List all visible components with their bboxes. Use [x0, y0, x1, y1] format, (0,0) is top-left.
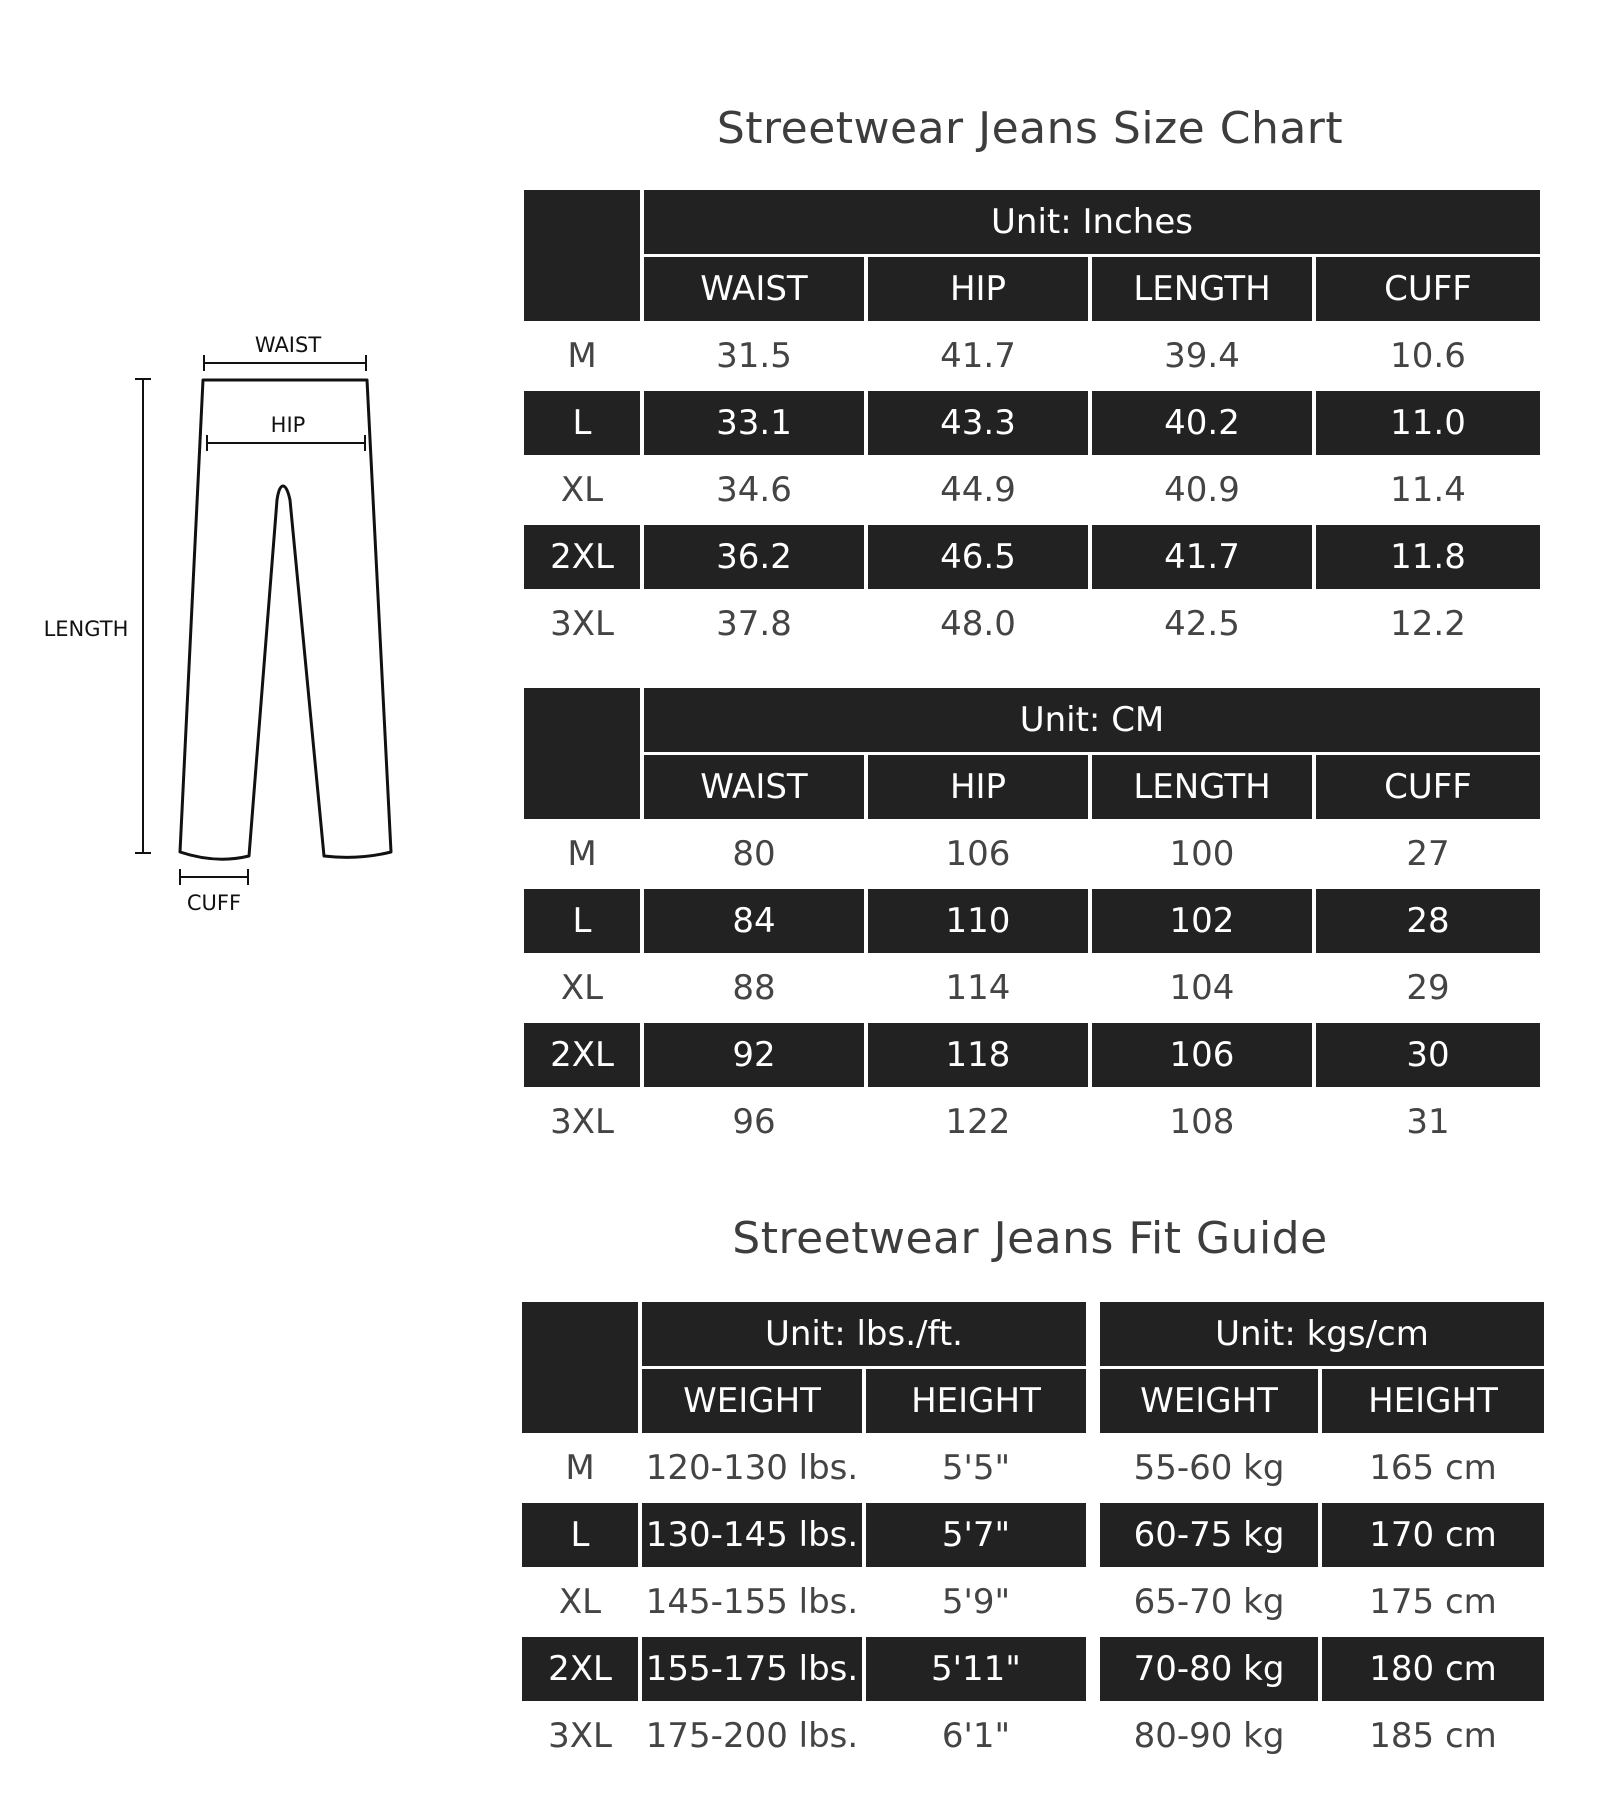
size-label: 3XL — [522, 1704, 638, 1768]
size-value-cell: 40.2 — [1092, 391, 1312, 455]
pants-diagram — [0, 0, 450, 950]
size-value-cell: 36.2 — [644, 525, 864, 589]
pants-outline — [180, 380, 391, 859]
size-label: 3XL — [524, 592, 640, 656]
size-value-cell: 114 — [868, 956, 1088, 1020]
fit-value-cell: 130-145 lbs. — [642, 1503, 862, 1567]
fit-guide-title: Streetwear Jeans Fit Guide — [732, 1213, 1328, 1264]
size-value-cell: 31 — [1316, 1090, 1540, 1154]
fit-value-cell: 65-70 kg — [1100, 1570, 1318, 1634]
column-header: HEIGHT — [866, 1369, 1086, 1433]
size-label: 2XL — [524, 525, 640, 589]
fit-value-cell: 180 cm — [1322, 1637, 1544, 1701]
size-value-cell: 12.2 — [1316, 592, 1540, 656]
size-value-cell: 84 — [644, 889, 864, 953]
size-label: XL — [522, 1570, 638, 1634]
size-value-cell: 48.0 — [868, 592, 1088, 656]
unit-header: Unit: Inches — [644, 190, 1540, 254]
length-label: LENGTH — [43, 617, 129, 641]
fit-value-cell: 55-60 kg — [1100, 1436, 1318, 1500]
size-value-cell: 118 — [868, 1023, 1088, 1087]
column-header: HIP — [868, 257, 1088, 321]
length-measure-line — [135, 379, 151, 853]
unit-header: Unit: CM — [644, 688, 1540, 752]
size-value-cell: 11.4 — [1316, 458, 1540, 522]
size-value-cell: 106 — [868, 822, 1088, 886]
size-value-cell: 41.7 — [1092, 525, 1312, 589]
fit-value-cell: 6'1" — [866, 1704, 1086, 1768]
size-label: L — [524, 889, 640, 953]
size-value-cell: 96 — [644, 1090, 864, 1154]
column-header: CUFF — [1316, 755, 1540, 819]
size-label: XL — [524, 458, 640, 522]
size-label: M — [522, 1436, 638, 1500]
size-label: L — [524, 391, 640, 455]
size-value-cell: 108 — [1092, 1090, 1312, 1154]
size-value-cell: 33.1 — [644, 391, 864, 455]
size-label: 3XL — [524, 1090, 640, 1154]
column-header: WAIST — [644, 257, 864, 321]
size-chart-title: Streetwear Jeans Size Chart — [716, 103, 1344, 154]
hip-measure-line — [207, 435, 365, 451]
size-value-cell: 44.9 — [868, 458, 1088, 522]
size-value-cell: 88 — [644, 956, 864, 1020]
fit-value-cell: 145-155 lbs. — [642, 1570, 862, 1634]
table-corner-cell — [524, 190, 640, 321]
table-corner-cell — [522, 1302, 638, 1433]
size-value-cell: 106 — [1092, 1023, 1312, 1087]
size-label: XL — [524, 956, 640, 1020]
size-value-cell: 31.5 — [644, 324, 864, 388]
size-value-cell: 28 — [1316, 889, 1540, 953]
column-header: WAIST — [644, 755, 864, 819]
size-value-cell: 110 — [868, 889, 1088, 953]
size-value-cell: 102 — [1092, 889, 1312, 953]
size-value-cell: 80 — [644, 822, 864, 886]
size-value-cell: 41.7 — [868, 324, 1088, 388]
fit-value-cell: 170 cm — [1322, 1503, 1544, 1567]
column-header: HIP — [868, 755, 1088, 819]
fit-value-cell: 165 cm — [1322, 1436, 1544, 1500]
waist-label: WAIST — [254, 333, 322, 357]
column-header: WEIGHT — [1100, 1369, 1318, 1433]
fit-value-cell: 175-200 lbs. — [642, 1704, 862, 1768]
column-header: LENGTH — [1092, 755, 1312, 819]
column-header: LENGTH — [1092, 257, 1312, 321]
fit-value-cell: 5'9" — [866, 1570, 1086, 1634]
unit-header: Unit: lbs./ft. — [642, 1302, 1086, 1366]
size-label: 2XL — [522, 1637, 638, 1701]
size-value-cell: 27 — [1316, 822, 1540, 886]
size-label: M — [524, 324, 640, 388]
size-value-cell: 100 — [1092, 822, 1312, 886]
size-value-cell: 92 — [644, 1023, 864, 1087]
column-header: HEIGHT — [1322, 1369, 1544, 1433]
fit-value-cell: 5'5" — [866, 1436, 1086, 1500]
size-value-cell: 11.0 — [1316, 391, 1540, 455]
column-header: CUFF — [1316, 257, 1540, 321]
fit-value-cell: 185 cm — [1322, 1704, 1544, 1768]
size-value-cell: 39.4 — [1092, 324, 1312, 388]
fit-value-cell: 80-90 kg — [1100, 1704, 1318, 1768]
size-value-cell: 34.6 — [644, 458, 864, 522]
table-corner-cell — [524, 688, 640, 819]
size-value-cell: 11.8 — [1316, 525, 1540, 589]
size-value-cell: 37.8 — [644, 592, 864, 656]
size-value-cell: 122 — [868, 1090, 1088, 1154]
fit-value-cell: 5'7" — [866, 1503, 1086, 1567]
size-value-cell: 104 — [1092, 956, 1312, 1020]
fit-value-cell: 120-130 lbs. — [642, 1436, 862, 1500]
fit-value-cell: 60-75 kg — [1100, 1503, 1318, 1567]
size-value-cell: 42.5 — [1092, 592, 1312, 656]
hip-label: HIP — [270, 413, 306, 437]
size-value-cell: 10.6 — [1316, 324, 1540, 388]
size-label: 2XL — [524, 1023, 640, 1087]
fit-value-cell: 70-80 kg — [1100, 1637, 1318, 1701]
fit-value-cell: 5'11" — [866, 1637, 1086, 1701]
size-value-cell: 46.5 — [868, 525, 1088, 589]
fit-value-cell: 155-175 lbs. — [642, 1637, 862, 1701]
size-value-cell: 43.3 — [868, 391, 1088, 455]
size-value-cell: 29 — [1316, 956, 1540, 1020]
cuff-measure-line — [180, 869, 248, 885]
waist-measure-line — [204, 355, 366, 371]
size-value-cell: 30 — [1316, 1023, 1540, 1087]
unit-header: Unit: kgs/cm — [1100, 1302, 1544, 1366]
size-label: L — [522, 1503, 638, 1567]
cuff-label: CUFF — [186, 891, 242, 915]
fit-value-cell: 175 cm — [1322, 1570, 1544, 1634]
size-value-cell: 40.9 — [1092, 458, 1312, 522]
column-header: WEIGHT — [642, 1369, 862, 1433]
size-label: M — [524, 822, 640, 886]
